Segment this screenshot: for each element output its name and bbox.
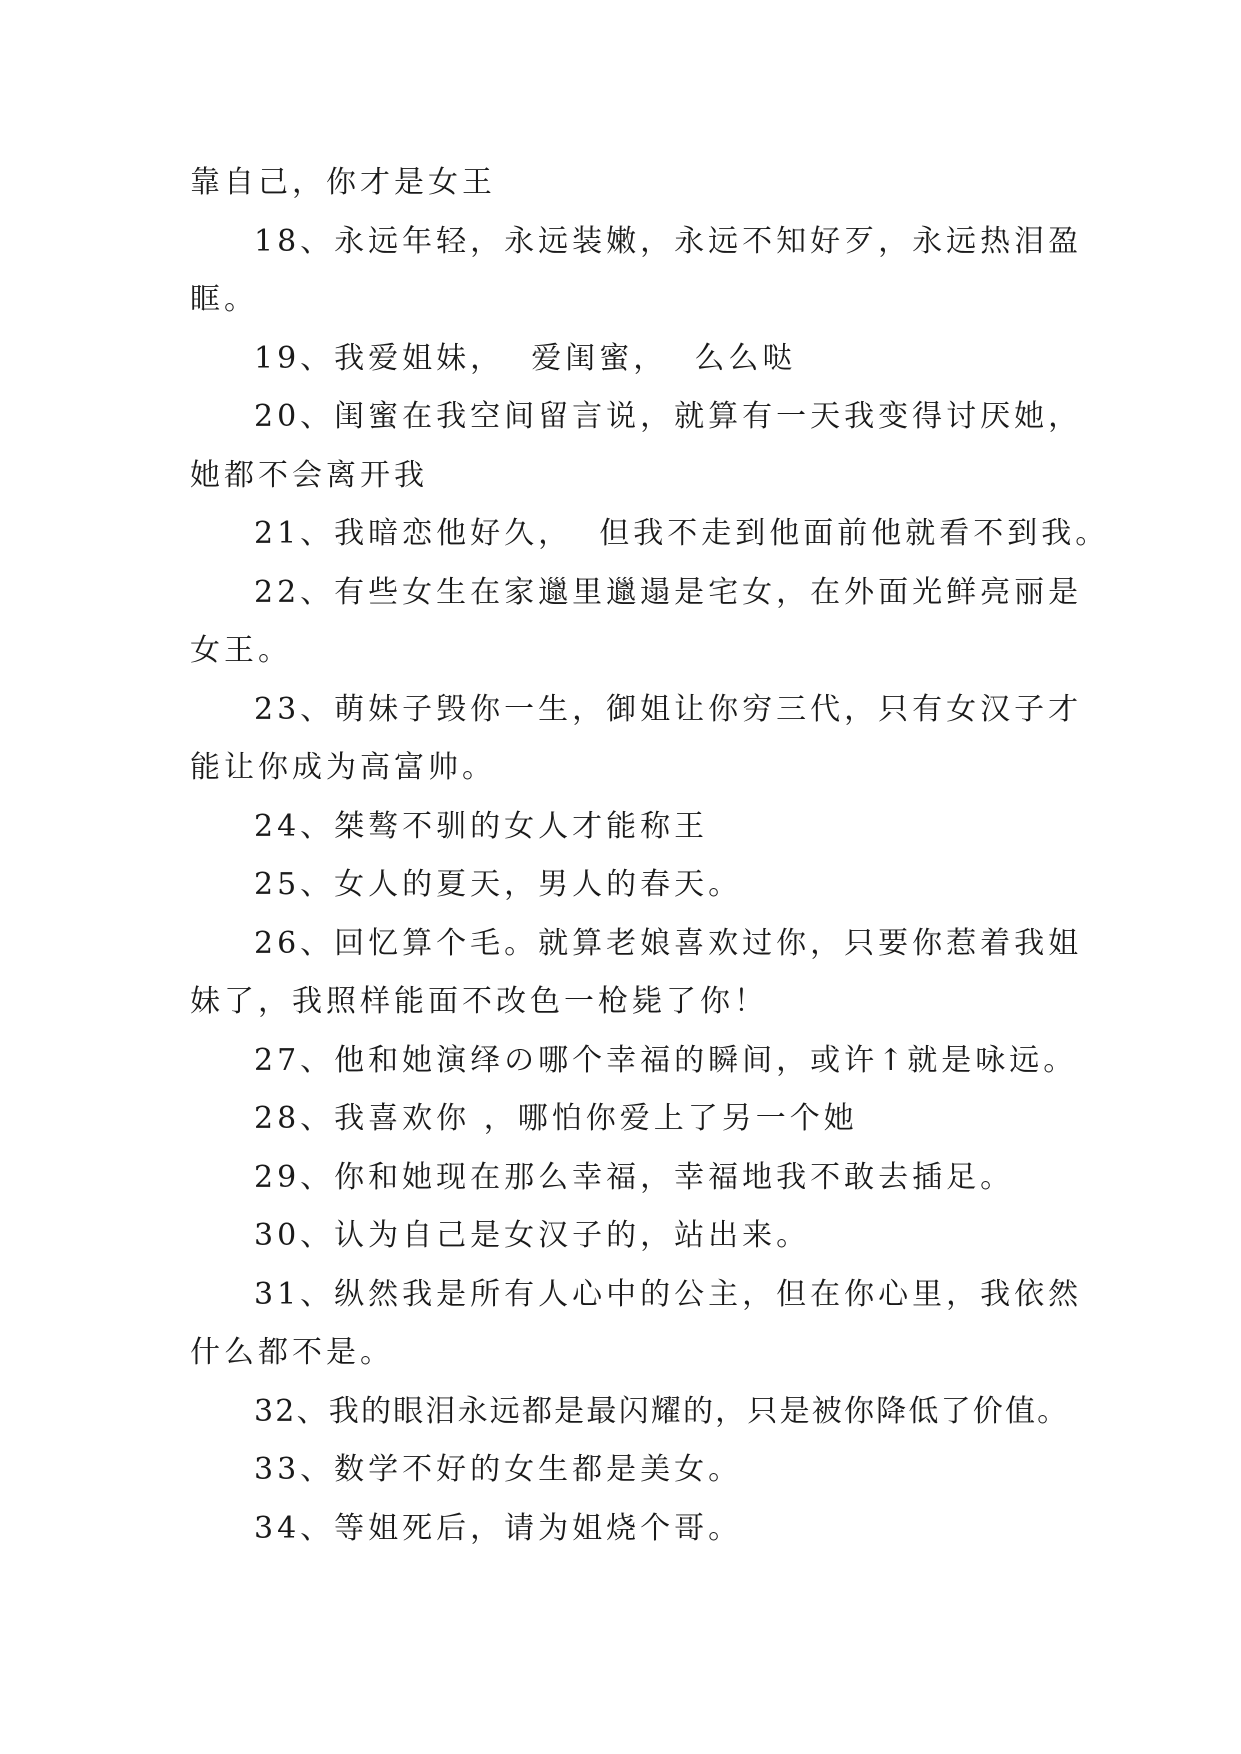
list-item-24 bbox=[190, 798, 1060, 857]
paragraph-line: 21、我暗恋他好久， 但我不走到他面前他就看不到我。 bbox=[254, 516, 1110, 551]
paragraph-line: 34、等姐死后，请为姐烧个哥。 bbox=[254, 1510, 743, 1546]
document-body bbox=[190, 154, 1110, 1558]
paragraph-line: 能让你成为高富帅。 bbox=[190, 750, 496, 785]
paragraph-line: 18、永远年轻，永远装嫩，永远不知好歹，永远热泪盈 bbox=[254, 223, 1083, 259]
list-item-34 bbox=[190, 1500, 1060, 1559]
paragraph-line: 女王。 bbox=[190, 633, 292, 668]
paragraph-line: 33、数学不好的女生都是美女。 bbox=[254, 1452, 743, 1487]
paragraph-line: 20、闺蜜在我空间留言说，就算有一天我变得讨厌她， bbox=[254, 399, 1083, 434]
paragraph-line: 妹了，我照样能面不改色一枪毙了你！ bbox=[190, 984, 768, 1019]
paragraph-line: 什么都不是。 bbox=[190, 1335, 394, 1370]
paragraph-line: 24、桀骜不驯的女人才能称王 bbox=[254, 808, 709, 844]
paragraph-line: 32、我的眼泪永远都是最闪耀的，只是被你降低了价值。 bbox=[254, 1393, 1070, 1429]
paragraph-line: 26、回忆算个毛。就算老娘喜欢过你，只要你惹着我姐 bbox=[254, 925, 1083, 961]
paragraph bbox=[190, 154, 1060, 213]
list-item-32 bbox=[190, 1383, 1070, 1442]
list-item-28 bbox=[190, 1090, 1060, 1149]
list-item-20 bbox=[190, 388, 1083, 505]
paragraph-line: 25、女人的夏天，男人的春天。 bbox=[254, 867, 743, 902]
list-item-33 bbox=[190, 1441, 1060, 1500]
list-item-26 bbox=[190, 915, 1083, 1032]
list-item-19 bbox=[190, 330, 1060, 389]
paragraph-line: 28、我喜欢你 ，哪怕你爱上了另一个她 bbox=[254, 1101, 858, 1136]
list-item-27 bbox=[190, 1032, 1078, 1091]
paragraph-line: 她都不会离开我 bbox=[190, 457, 428, 493]
paragraph-line: 27、他和她演绎の哪个幸福的瞬间，或许↑就是咏远。 bbox=[254, 1042, 1078, 1078]
list-item-23 bbox=[190, 681, 1083, 798]
list-item-31 bbox=[190, 1266, 1083, 1383]
list-item-30 bbox=[190, 1207, 1060, 1266]
paragraph-line: 22、有些女生在家邋里邋遢是宅女，在外面光鲜亮丽是 bbox=[254, 574, 1083, 610]
paragraph-line: 19、我爱姐妹， 爱闺蜜， 么么哒 bbox=[254, 340, 797, 376]
list-item-18 bbox=[190, 213, 1083, 330]
paragraph-line: 眶。 bbox=[190, 282, 258, 317]
paragraph-line: 30、认为自己是女汉子的，站出来。 bbox=[254, 1218, 811, 1253]
list-item-21 bbox=[190, 505, 1110, 564]
paragraph-line: 23、萌妹子毁你一生，御姐让你穷三代，只有女汉子才 bbox=[254, 691, 1083, 727]
paragraph-line: 靠自己，你才是女王 bbox=[190, 165, 496, 200]
paragraph-line: 29、你和她现在那么幸福，幸福地我不敢去插足。 bbox=[254, 1159, 1015, 1195]
list-item-29 bbox=[190, 1149, 1060, 1208]
paragraph-line: 31、纵然我是所有人心中的公主，但在你心里，我依然 bbox=[254, 1276, 1083, 1312]
list-item-25 bbox=[190, 856, 1060, 915]
list-item-22 bbox=[190, 564, 1083, 681]
